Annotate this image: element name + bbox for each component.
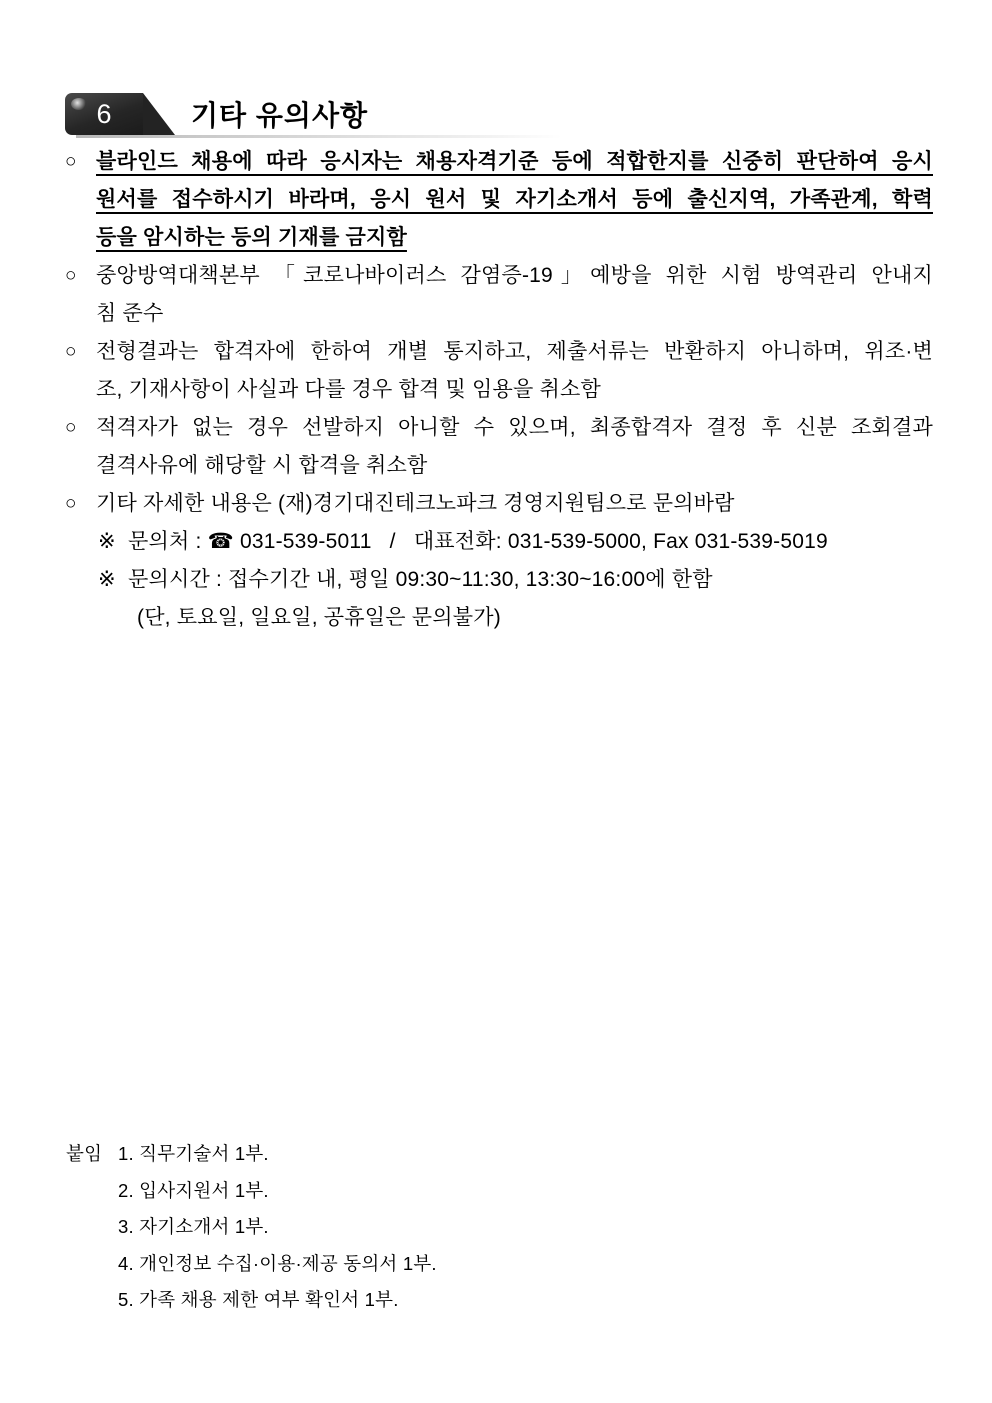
bullet-result-notification bbox=[65, 333, 933, 409]
contact-hours-text: 문의시간 : 접수기간 내, 평일 09:30~11:30, 13:30~16:00에 한함 bbox=[128, 568, 713, 591]
contact-hours-note bbox=[98, 561, 933, 599]
bullet-contact-info bbox=[65, 485, 933, 523]
bullet-text bbox=[96, 257, 933, 333]
section-title: 기타 유의사항 bbox=[191, 100, 369, 131]
circle-bullet-icon: ○ bbox=[65, 151, 77, 172]
circle-bullet-icon: ○ bbox=[65, 265, 77, 286]
circle-bullet-icon: ○ bbox=[65, 417, 77, 438]
text-line: 침 준수 bbox=[96, 302, 164, 325]
circle-bullet-icon: ○ bbox=[65, 341, 77, 362]
section-number-badge bbox=[65, 93, 143, 135]
attachments-label: 붙임 bbox=[66, 1143, 103, 1164]
attachment-item: 4. 개인정보 수집·이용·제공 동의서 1부. bbox=[118, 1252, 437, 1274]
text-line: 원서를 접수하시기 바라며, 응시 원서 및 자기소개서 등에 출신지역, 가족관계, 학력 bbox=[96, 188, 933, 211]
phone-icon: ☎ bbox=[207, 530, 234, 553]
bullet-text bbox=[96, 409, 933, 485]
text-line: 결격사유에 해당할 시 합격을 취소함 bbox=[96, 454, 428, 477]
text-line: 조, 기재사항이 사실과 다를 경우 합격 및 임용을 취소함 bbox=[96, 378, 602, 401]
text-line: 등을 암시하는 등의 기재를 금지함 bbox=[96, 226, 407, 249]
contact-phone-note bbox=[98, 523, 933, 561]
bullet-text bbox=[96, 143, 933, 257]
header-underline bbox=[76, 135, 562, 138]
section-content bbox=[65, 143, 933, 637]
contact-hours-exception: (단, 토요일, 일요일, 공휴일은 문의불가) bbox=[137, 606, 501, 629]
bullet-text bbox=[96, 333, 933, 409]
attachments-list bbox=[66, 1136, 437, 1319]
attachment-item: 3. 자기소개서 1부. bbox=[118, 1216, 269, 1237]
reference-mark-icon: ※ bbox=[98, 530, 116, 553]
badge-tail-shape bbox=[143, 93, 175, 135]
reference-mark-icon: ※ bbox=[98, 568, 116, 591]
circle-bullet-icon: ○ bbox=[65, 493, 77, 514]
section-number: 6 bbox=[96, 99, 112, 129]
section-header bbox=[65, 93, 368, 135]
bullet-text bbox=[96, 485, 933, 523]
text-line: 블라인드 채용에 따라 응시자는 채용자격기준 등에 적합한지를 신중히 판단하여 응시 bbox=[96, 150, 933, 173]
contact-phone-text bbox=[128, 523, 828, 561]
bullet-no-qualified-candidate bbox=[65, 409, 933, 485]
contact-label: 문의처 : bbox=[128, 530, 208, 553]
text-line: 적격자가 없는 경우 선발하지 아니할 수 있으며, 최종합격자 결정 후 신분 조회결과 bbox=[96, 416, 933, 439]
attachment-item: 2. 입사지원서 1부. bbox=[118, 1179, 269, 1201]
contact-numbers: 031-539-5011 / 대표전화: 031-539-5000, Fax 031-539-5019 bbox=[233, 530, 828, 553]
attachment-items bbox=[118, 1136, 437, 1319]
attachment-item: 5. 가족 채용 제한 여부 확인서 1부. bbox=[118, 1289, 399, 1310]
text-line: 기타 자세한 내용은 (재)경기대진테크노파크 경영지원팀으로 문의바람 bbox=[96, 492, 735, 515]
bullet-blind-hiring bbox=[65, 143, 933, 257]
attachment-item: 1. 직무기술서 1부. bbox=[118, 1143, 269, 1164]
text-line: 전형결과는 합격자에 한하여 개별 통지하고, 제출서류는 반환하지 아니하며, 위조·변 bbox=[96, 340, 933, 363]
bullet-quarantine-guideline bbox=[65, 257, 933, 333]
text-line: 중앙방역대책본부 「코로나바이러스 감염증-19」예방을 위한 시험 방역관리 안내지 bbox=[96, 264, 933, 287]
